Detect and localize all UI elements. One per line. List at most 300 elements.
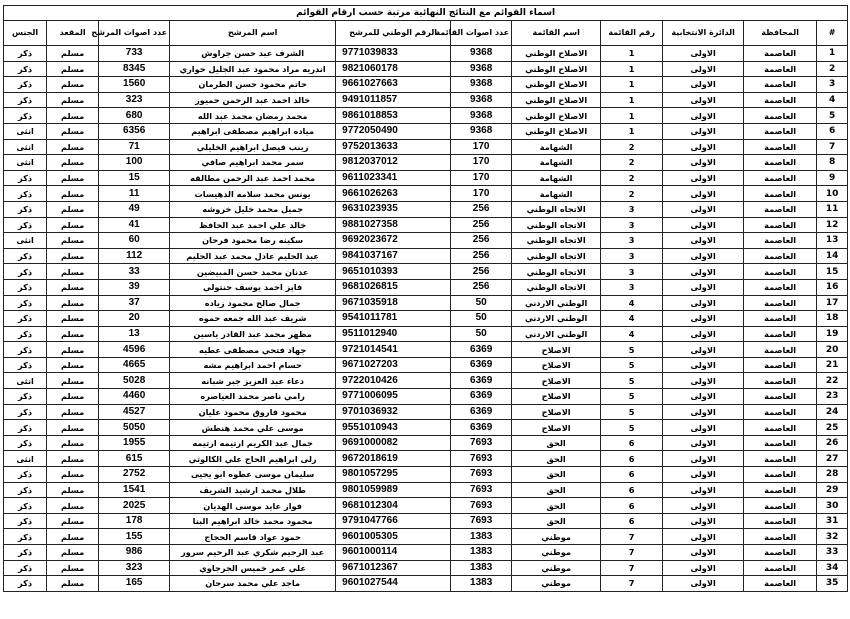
cell-gender: ذكر xyxy=(4,404,47,420)
cell-seat: مسلم xyxy=(47,482,99,498)
cell-gender: ذكر xyxy=(4,326,47,342)
cell-national-id: 9671027203 xyxy=(336,357,451,373)
cell-candidate-votes: 1541 xyxy=(99,482,170,498)
cell-district: الاولى xyxy=(663,233,744,249)
cell-candidate-name: رامي ناصر محمد العياصره xyxy=(170,389,336,405)
cell-candidate-name: زينب فيصل ابراهيم الخليلي xyxy=(170,139,336,155)
cell-list-number: 7 xyxy=(601,545,663,561)
cell-list-name: الحق xyxy=(512,451,601,467)
cell-district: الاولى xyxy=(663,279,744,295)
cell-national-id: 9881027358 xyxy=(336,217,451,233)
cell-gender: ذكر xyxy=(4,201,47,217)
cell-seat: مسلم xyxy=(47,201,99,217)
cell-district: الاولى xyxy=(663,92,744,108)
cell-gender: ذكر xyxy=(4,529,47,545)
cell-candidate-votes: 4460 xyxy=(99,389,170,405)
cell-list-number: 4 xyxy=(601,326,663,342)
cell-governorate: العاصمة xyxy=(744,279,817,295)
cell-list-votes: 256 xyxy=(451,279,512,295)
cell-candidate-votes: 49 xyxy=(99,201,170,217)
cell-candidate-name: خالد علي احمد عبد الحافظ xyxy=(170,217,336,233)
cell-district: الاولى xyxy=(663,217,744,233)
cell-candidate-name: جمال صالح محمود زياده xyxy=(170,295,336,311)
cell-candidate-name: الشرف عبد حسن جراوش xyxy=(170,46,336,62)
cell-num: 11 xyxy=(817,201,848,217)
cell-gender: ذكر xyxy=(4,545,47,561)
title-row xyxy=(4,6,848,21)
cell-list-number: 2 xyxy=(601,170,663,186)
cell-seat: مسلم xyxy=(47,264,99,280)
cell-gender: ذكر xyxy=(4,357,47,373)
cell-district: الاولى xyxy=(663,404,744,420)
cell-seat: مسلم xyxy=(47,139,99,155)
cell-candidate-votes: 8345 xyxy=(99,61,170,77)
cell-district: الاولى xyxy=(663,295,744,311)
cell-list-name: الحق xyxy=(512,467,601,483)
cell-candidate-votes: 155 xyxy=(99,529,170,545)
cell-num: 14 xyxy=(817,248,848,264)
cell-list-number: 5 xyxy=(601,420,663,436)
cell-national-id: 9551010943 xyxy=(336,420,451,436)
cell-num: 34 xyxy=(817,560,848,576)
cell-list-votes: 50 xyxy=(451,311,512,327)
table-row xyxy=(4,420,848,436)
cell-district: الاولى xyxy=(663,451,744,467)
cell-list-votes: 256 xyxy=(451,201,512,217)
cell-district: الاولى xyxy=(663,545,744,561)
cell-list-votes: 256 xyxy=(451,217,512,233)
cell-candidate-votes: 323 xyxy=(99,92,170,108)
cell-candidate-name: دعاء عبد العزيز جبر شبانه xyxy=(170,373,336,389)
cell-list-votes: 7693 xyxy=(451,513,512,529)
cell-governorate: العاصمة xyxy=(744,46,817,62)
cell-national-id: 9601005305 xyxy=(336,529,451,545)
cell-num: 26 xyxy=(817,435,848,451)
cell-candidate-name: حاتم محمود حسن الطرمان xyxy=(170,77,336,93)
cell-list-number: 3 xyxy=(601,264,663,280)
cell-district: الاولى xyxy=(663,560,744,576)
cell-governorate: العاصمة xyxy=(744,155,817,171)
cell-seat: مسلم xyxy=(47,373,99,389)
table-row xyxy=(4,482,848,498)
cell-national-id: 9511012940 xyxy=(336,326,451,342)
cell-num: 19 xyxy=(817,326,848,342)
cell-gender: انثى xyxy=(4,373,47,389)
cell-district: الاولى xyxy=(663,139,744,155)
cell-num: 21 xyxy=(817,357,848,373)
cell-district: الاولى xyxy=(663,435,744,451)
cell-gender: ذكر xyxy=(4,77,47,93)
cell-candidate-name: جهاد فتحي مصطفى عطيه xyxy=(170,342,336,358)
cell-gender: ذكر xyxy=(4,435,47,451)
cell-seat: مسلم xyxy=(47,155,99,171)
cell-list-number: 6 xyxy=(601,513,663,529)
cell-candidate-votes: 4665 xyxy=(99,357,170,373)
cell-candidate-name: فواز عايد موسى الهديان xyxy=(170,498,336,514)
cell-district: الاولى xyxy=(663,373,744,389)
cell-list-votes: 1383 xyxy=(451,576,512,592)
cell-gender: ذكر xyxy=(4,61,47,77)
cell-list-votes: 7693 xyxy=(451,467,512,483)
cell-national-id: 9661026263 xyxy=(336,186,451,202)
cell-gender: ذكر xyxy=(4,498,47,514)
cell-district: الاولى xyxy=(663,155,744,171)
table-row xyxy=(4,77,848,93)
table-row xyxy=(4,264,848,280)
cell-governorate: العاصمة xyxy=(744,61,817,77)
cell-governorate: العاصمة xyxy=(744,467,817,483)
header-list-votes: عدد اصوات القائمة xyxy=(451,21,512,46)
cell-national-id: 9701036932 xyxy=(336,404,451,420)
cell-national-id: 9651010393 xyxy=(336,264,451,280)
cell-district: الاولى xyxy=(663,513,744,529)
cell-list-votes: 9368 xyxy=(451,108,512,124)
cell-candidate-name: مياده ابراهيم مصطفى ابراهيم xyxy=(170,123,336,139)
table-row xyxy=(4,389,848,405)
table-title: اسماء القوائم مع النتائج النهائية مرتبة حسب ارقام القوائم xyxy=(4,6,848,21)
cell-district: الاولى xyxy=(663,342,744,358)
cell-list-name: الوطني الاردني xyxy=(512,311,601,327)
cell-district: الاولى xyxy=(663,389,744,405)
cell-list-number: 5 xyxy=(601,389,663,405)
cell-governorate: العاصمة xyxy=(744,451,817,467)
cell-national-id: 9692023672 xyxy=(336,233,451,249)
cell-candidate-name: سكينه رضا محمود فرحان xyxy=(170,233,336,249)
cell-candidate-name: خالد احمد عبد الرحمن حميوز xyxy=(170,92,336,108)
cell-governorate: العاصمة xyxy=(744,435,817,451)
cell-list-number: 1 xyxy=(601,61,663,77)
cell-national-id: 9771039833 xyxy=(336,46,451,62)
cell-num: 23 xyxy=(817,389,848,405)
cell-national-id: 9801057295 xyxy=(336,467,451,483)
cell-list-votes: 50 xyxy=(451,326,512,342)
cell-candidate-name: سليمان موسى عطوه ابو يحيى xyxy=(170,467,336,483)
header-candidate-name: اسم المرشح xyxy=(170,21,336,46)
table-row xyxy=(4,139,848,155)
cell-num: 15 xyxy=(817,264,848,280)
cell-candidate-votes: 6356 xyxy=(99,123,170,139)
cell-seat: مسلم xyxy=(47,467,99,483)
cell-gender: انثى xyxy=(4,155,47,171)
cell-candidate-name: ماجد علي محمد سرحان xyxy=(170,576,336,592)
cell-national-id: 9611023341 xyxy=(336,170,451,186)
table-row xyxy=(4,545,848,561)
cell-seat: مسلم xyxy=(47,123,99,139)
cell-seat: مسلم xyxy=(47,186,99,202)
cell-candidate-name: محمود فاروق محمود عليان xyxy=(170,404,336,420)
cell-district: الاولى xyxy=(663,357,744,373)
table-row xyxy=(4,311,848,327)
cell-list-votes: 9368 xyxy=(451,123,512,139)
cell-gender: ذكر xyxy=(4,295,47,311)
cell-list-name: الشهامة xyxy=(512,155,601,171)
cell-governorate: العاصمة xyxy=(744,529,817,545)
cell-list-number: 4 xyxy=(601,295,663,311)
cell-list-name: الوطني الاردني xyxy=(512,326,601,342)
cell-list-name: الاتجاه الوطني xyxy=(512,279,601,295)
cell-candidate-votes: 1955 xyxy=(99,435,170,451)
cell-national-id: 9821060178 xyxy=(336,61,451,77)
cell-list-name: الاصلاح الوطني xyxy=(512,46,601,62)
cell-list-number: 7 xyxy=(601,576,663,592)
cell-num: 6 xyxy=(817,123,848,139)
cell-governorate: العاصمة xyxy=(744,498,817,514)
cell-governorate: العاصمة xyxy=(744,217,817,233)
cell-list-votes: 6369 xyxy=(451,420,512,436)
cell-list-name: الاصلاح xyxy=(512,357,601,373)
cell-national-id: 9681026815 xyxy=(336,279,451,295)
table-row xyxy=(4,529,848,545)
cell-candidate-name: فايز احمد يوسف حنتولي xyxy=(170,279,336,295)
cell-candidate-votes: 13 xyxy=(99,326,170,342)
cell-seat: مسلم xyxy=(47,92,99,108)
cell-list-number: 1 xyxy=(601,108,663,124)
cell-candidate-name: محمد رمضان محمد عبد الله xyxy=(170,108,336,124)
cell-district: الاولى xyxy=(663,420,744,436)
cell-national-id: 9671012367 xyxy=(336,560,451,576)
cell-list-number: 5 xyxy=(601,357,663,373)
table-row xyxy=(4,513,848,529)
cell-list-votes: 9368 xyxy=(451,61,512,77)
cell-list-name: الاصلاح الوطني xyxy=(512,123,601,139)
cell-seat: مسلم xyxy=(47,108,99,124)
cell-gender: ذكر xyxy=(4,248,47,264)
cell-num: 28 xyxy=(817,467,848,483)
cell-num: 13 xyxy=(817,233,848,249)
cell-list-votes: 256 xyxy=(451,264,512,280)
cell-num: 3 xyxy=(817,77,848,93)
cell-candidate-votes: 2025 xyxy=(99,498,170,514)
cell-list-name: موطني xyxy=(512,529,601,545)
cell-seat: مسلم xyxy=(47,420,99,436)
cell-list-votes: 9368 xyxy=(451,92,512,108)
cell-seat: مسلم xyxy=(47,513,99,529)
cell-list-votes: 6369 xyxy=(451,357,512,373)
cell-num: 29 xyxy=(817,482,848,498)
header-list-name: اسم القائمة xyxy=(512,21,601,46)
cell-seat: مسلم xyxy=(47,279,99,295)
cell-list-name: الوطني الاردني xyxy=(512,295,601,311)
cell-seat: مسلم xyxy=(47,357,99,373)
cell-list-name: الاصلاح الوطني xyxy=(512,61,601,77)
cell-num: 31 xyxy=(817,513,848,529)
cell-district: الاولى xyxy=(663,264,744,280)
table-row xyxy=(4,92,848,108)
cell-list-votes: 256 xyxy=(451,248,512,264)
cell-governorate: العاصمة xyxy=(744,311,817,327)
cell-candidate-votes: 15 xyxy=(99,170,170,186)
cell-district: الاولى xyxy=(663,201,744,217)
cell-list-number: 5 xyxy=(601,373,663,389)
cell-candidate-votes: 11 xyxy=(99,186,170,202)
cell-national-id: 9771006095 xyxy=(336,389,451,405)
cell-list-votes: 7693 xyxy=(451,482,512,498)
cell-list-name: موطني xyxy=(512,545,601,561)
cell-gender: ذكر xyxy=(4,467,47,483)
cell-candidate-name: سمر محمد ابراهيم صافي xyxy=(170,155,336,171)
cell-national-id: 9791047766 xyxy=(336,513,451,529)
cell-candidate-votes: 165 xyxy=(99,576,170,592)
cell-candidate-votes: 323 xyxy=(99,560,170,576)
cell-governorate: العاصمة xyxy=(744,482,817,498)
cell-num: 33 xyxy=(817,545,848,561)
cell-gender: انثى xyxy=(4,139,47,155)
table-row xyxy=(4,295,848,311)
cell-candidate-votes: 1560 xyxy=(99,77,170,93)
cell-list-number: 6 xyxy=(601,498,663,514)
cell-governorate: العاصمة xyxy=(744,264,817,280)
cell-district: الاولى xyxy=(663,498,744,514)
cell-candidate-votes: 20 xyxy=(99,311,170,327)
cell-list-number: 1 xyxy=(601,123,663,139)
cell-national-id: 9801059989 xyxy=(336,482,451,498)
cell-seat: مسلم xyxy=(47,389,99,405)
cell-seat: مسلم xyxy=(47,435,99,451)
cell-national-id: 9672018619 xyxy=(336,451,451,467)
cell-governorate: العاصمة xyxy=(744,420,817,436)
header-row xyxy=(4,21,848,46)
cell-governorate: العاصمة xyxy=(744,170,817,186)
cell-list-name: الشهامة xyxy=(512,186,601,202)
cell-candidate-votes: 100 xyxy=(99,155,170,171)
cell-national-id: 9722010426 xyxy=(336,373,451,389)
cell-governorate: العاصمة xyxy=(744,201,817,217)
cell-candidate-votes: 39 xyxy=(99,279,170,295)
cell-list-name: الاصلاح الوطني xyxy=(512,108,601,124)
cell-num: 35 xyxy=(817,576,848,592)
cell-seat: مسلم xyxy=(47,498,99,514)
cell-gender: ذكر xyxy=(4,108,47,124)
header-num: # xyxy=(817,21,848,46)
cell-district: الاولى xyxy=(663,482,744,498)
cell-num: 30 xyxy=(817,498,848,514)
cell-candidate-name: عبد الحليم عادل محمد عبد الحليم xyxy=(170,248,336,264)
cell-gender: انثى xyxy=(4,451,47,467)
table-row xyxy=(4,108,848,124)
table-row xyxy=(4,155,848,171)
cell-district: الاولى xyxy=(663,77,744,93)
cell-num: 24 xyxy=(817,404,848,420)
table-row xyxy=(4,404,848,420)
cell-district: الاولى xyxy=(663,576,744,592)
table-row xyxy=(4,248,848,264)
cell-candidate-name: يونس محمد سلامه الدهيسات xyxy=(170,186,336,202)
cell-gender: ذكر xyxy=(4,513,47,529)
cell-governorate: العاصمة xyxy=(744,513,817,529)
cell-gender: انثى xyxy=(4,233,47,249)
table-row xyxy=(4,61,848,77)
cell-list-name: الشهامة xyxy=(512,170,601,186)
cell-gender: ذكر xyxy=(4,46,47,62)
cell-governorate: العاصمة xyxy=(744,357,817,373)
table-body xyxy=(4,46,848,592)
cell-gender: ذكر xyxy=(4,217,47,233)
table-row xyxy=(4,498,848,514)
cell-district: الاولى xyxy=(663,311,744,327)
cell-num: 8 xyxy=(817,155,848,171)
cell-list-name: موطني xyxy=(512,560,601,576)
cell-governorate: العاصمة xyxy=(744,389,817,405)
cell-seat: مسلم xyxy=(47,560,99,576)
cell-national-id: 9541011781 xyxy=(336,311,451,327)
cell-list-number: 2 xyxy=(601,186,663,202)
cell-candidate-name: عدنان محمد حسن المبيضين xyxy=(170,264,336,280)
cell-list-name: الحق xyxy=(512,513,601,529)
cell-candidate-votes: 37 xyxy=(99,295,170,311)
cell-candidate-votes: 615 xyxy=(99,451,170,467)
cell-candidate-name: جمال عبد الكريم ارتيمه ارتيمه xyxy=(170,435,336,451)
cell-num: 9 xyxy=(817,170,848,186)
cell-list-name: الاتجاه الوطني xyxy=(512,233,601,249)
cell-candidate-name: موسى علي محمد هنطش xyxy=(170,420,336,436)
table-row xyxy=(4,279,848,295)
cell-seat: مسلم xyxy=(47,404,99,420)
cell-list-number: 6 xyxy=(601,451,663,467)
header-candidate-votes: عدد اصوات المرشح xyxy=(99,21,170,46)
cell-governorate: العاصمة xyxy=(744,77,817,93)
cell-candidate-votes: 733 xyxy=(99,46,170,62)
cell-seat: مسلم xyxy=(47,233,99,249)
table-row xyxy=(4,201,848,217)
cell-list-name: الاصلاح xyxy=(512,342,601,358)
cell-num: 4 xyxy=(817,92,848,108)
cell-seat: مسلم xyxy=(47,46,99,62)
cell-list-number: 3 xyxy=(601,248,663,264)
cell-list-name: الحق xyxy=(512,482,601,498)
table-row xyxy=(4,186,848,202)
cell-num: 12 xyxy=(817,217,848,233)
cell-district: الاولى xyxy=(663,46,744,62)
cell-national-id: 9721014541 xyxy=(336,342,451,358)
cell-list-votes: 170 xyxy=(451,186,512,202)
cell-seat: مسلم xyxy=(47,311,99,327)
results-table xyxy=(3,5,848,592)
cell-district: الاولى xyxy=(663,186,744,202)
cell-candidate-votes: 5028 xyxy=(99,373,170,389)
cell-list-name: الشهامة xyxy=(512,139,601,155)
cell-list-number: 7 xyxy=(601,560,663,576)
cell-district: الاولى xyxy=(663,529,744,545)
cell-candidate-votes: 33 xyxy=(99,264,170,280)
cell-list-number: 2 xyxy=(601,139,663,155)
cell-seat: مسلم xyxy=(47,217,99,233)
cell-list-number: 5 xyxy=(601,404,663,420)
cell-governorate: العاصمة xyxy=(744,404,817,420)
cell-gender: ذكر xyxy=(4,560,47,576)
cell-seat: مسلم xyxy=(47,170,99,186)
cell-candidate-name: حسام احمد ابراهيم مشه xyxy=(170,357,336,373)
cell-num: 2 xyxy=(817,61,848,77)
cell-candidate-name: محمود محمد خالد ابراهيم البنا xyxy=(170,513,336,529)
cell-list-votes: 170 xyxy=(451,155,512,171)
cell-num: 22 xyxy=(817,373,848,389)
cell-list-number: 1 xyxy=(601,92,663,108)
cell-num: 18 xyxy=(817,311,848,327)
cell-seat: مسلم xyxy=(47,576,99,592)
header-list-number: رقم القائمة xyxy=(601,21,663,46)
cell-num: 1 xyxy=(817,46,848,62)
cell-list-name: موطني xyxy=(512,576,601,592)
cell-gender: ذكر xyxy=(4,342,47,358)
cell-gender: ذكر xyxy=(4,264,47,280)
cell-governorate: العاصمة xyxy=(744,576,817,592)
cell-national-id: 9861018853 xyxy=(336,108,451,124)
cell-list-number: 1 xyxy=(601,77,663,93)
cell-seat: مسلم xyxy=(47,77,99,93)
cell-governorate: العاصمة xyxy=(744,248,817,264)
cell-num: 25 xyxy=(817,420,848,436)
cell-list-name: الاصلاح الوطني xyxy=(512,92,601,108)
